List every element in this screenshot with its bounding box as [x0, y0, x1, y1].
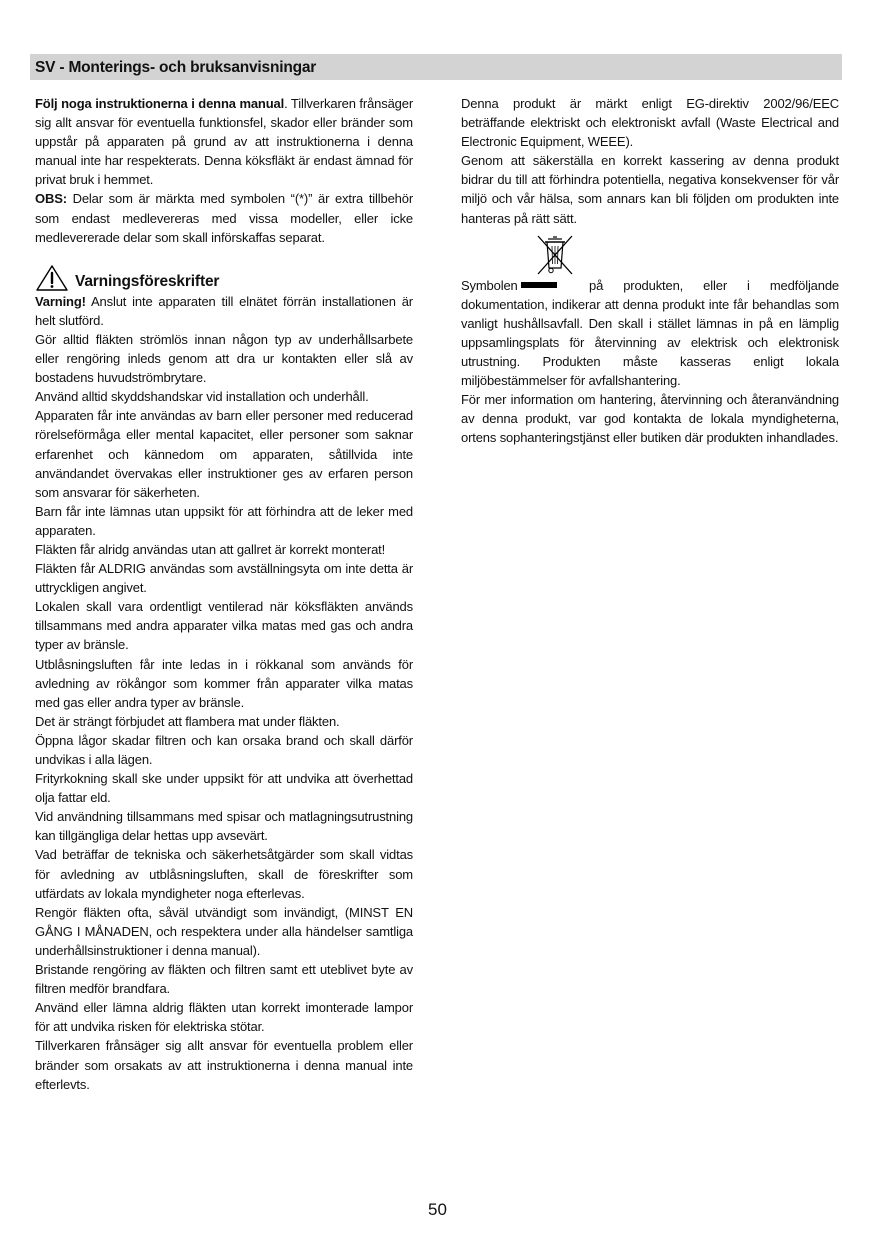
right-column — [461, 94, 839, 448]
obs-paragraph — [35, 189, 413, 246]
disposal-paragraph: Genom att säkerställa en korrekt kassering av denna produkt bidrar du till att förhindra potentiella, negativa konsekvenser för vår miljö och vår hälsa, som annars kan bli följden om produkten inte hanteras på rätt sätt. — [461, 153, 839, 226]
intro-rest: . Tillverkaren frånsäger sig allt ansvar för eventuella funktionsfel, skador eller bränder som uppstår på apparaten på grund av att instruktionerna i denna manual inte har respekterats. Denna köksfläkt är endast ämnad för privat bruk i hemmet. — [35, 96, 414, 188]
paragraph: Utblåsningsluften får inte ledas in i rökkanal som används för avledning av rökångor som kommer från apparater vilka matas med gas eller andra typer av bränsle. — [35, 656, 413, 710]
paragraph: Fläkten får ALDRIG användas som avställningsyta om inte detta är uttryckligen angivet. — [35, 561, 413, 596]
black-bar-icon — [521, 282, 557, 288]
paragraph: Apparaten får inte användas av barn eller personer med reducerad rörelseförmåga eller mental kapacitet, eller personer som saknar erfarenhet och kännedom om apparaten, såtillvida inte användandet övervakas eller instruktioner ges av erfaren person som ansvarar för säkerheten. — [35, 408, 413, 500]
paragraph: Bristande rengöring av fläkten och filtren samt ett uteblivet byte av filtren medför brandfara. — [35, 962, 413, 997]
obs-label: OBS: — [35, 191, 67, 207]
page-number: 50 — [428, 1200, 447, 1219]
warning-heading — [35, 264, 413, 292]
paragraph: Det är strängt förbjudet att flambera mat under fläkten. — [35, 713, 340, 729]
paragraph: Barn får inte lämnas utan uppsikt för att förhindra att de leker med apparaten. — [35, 503, 413, 538]
section-header — [30, 54, 842, 80]
left-column — [35, 94, 413, 1094]
section-title: SV - Monterings- och bruksanvisningar — [35, 59, 317, 76]
paragraph: Frityrkokning skall ske under uppsikt för att undvika att överhettad olja fattar eld. — [35, 771, 413, 806]
obs-text: Delar som är märkta med symbolen “(*)” är extra tillbehör som endast medlevereras med vissa modeller, eller icke medlevererade delar som skall införskaffas separat. — [35, 191, 413, 245]
paragraph: Använd eller lämna aldrig fläkten utan korrekt imonterade lampor för att undvika risken för elektriska stötar. — [35, 1000, 413, 1035]
warning-title: Varningsföreskrifter — [75, 272, 220, 290]
paragraph: Gör alltid fläkten strömlös innan någon typ av underhållsarbete eller rengöring inleds genom att dra ur kontakten eller slå av bostadens huvudströmbrytare. — [35, 331, 413, 386]
info-paragraph: För mer information om hantering, återvinning och återanvändning av denna produkt, var god kontakta de lokala myndigheterna, ortens sophanteringstjänst eller butiken där produkten inhandlades. — [461, 392, 839, 446]
intro-paragraph — [35, 94, 413, 189]
crossed-out-wheelie-bin-icon — [535, 234, 575, 276]
symbol-paragraph: på produkten, eller i medföljande dokumentation, indikerar att denna produkt inte får behandlas som vanligt hushållsavfall. Den skall i stället lämnas in på en lämplig uppsamlingsplats för återvinning av elektrisk och elektronisk utrustning. Produkten måste kasseras enligt lokala miljöbestämmelser för avfallshantering. — [461, 277, 839, 389]
warning-triangle-icon — [35, 264, 69, 292]
warning-text: Anslut inte apparaten till elnätet förrän installationen är helt slutförd. — [35, 293, 413, 328]
paragraph: Vid användning tillsammans med spisar och matlagningsutrustning kan tillgängliga delar hettas upp avsevärt. — [35, 809, 413, 844]
paragraph: Lokalen skall vara ordentligt ventilerad när köksfläkten används tillsammans med andra apparater vilka matas med gas och andra typer av bränsle. — [35, 599, 413, 653]
paragraph: Tillverkaren frånsäger sig allt ansvar för eventuella problem eller bränder som orsakats av att instruktionerna i denna manual inte efterlevts. — [35, 1038, 413, 1092]
paragraph: Öppna lågor skadar filtren och kan orsaka brand och skall därför undvikas i alla lägen. — [35, 732, 413, 767]
paragraph: Vad beträffar de tekniska och säkerhetsåtgärder som skall vidtas för avledning av utblåsningsluften, skall de föreskrifter som utfärdats av lokala myndigheter noga efterlevas. — [35, 847, 413, 901]
warning-label: Varning! — [35, 293, 86, 309]
paragraph: Använd alltid skyddshandskar vid installation och underhåll. — [35, 389, 369, 405]
paragraph: Fläkten får alridg användas utan att gallret är korrekt monterat! — [35, 541, 386, 557]
paragraph: Rengör fläkten ofta, såväl utvändigt som invändigt, (MINST EN GÅNG I MÅNADEN, och respektera under alla händelser samtliga underhållsinstruktioner i denna manual). — [35, 904, 413, 958]
intro-bold: Följ noga instruktionerna i denna manual — [35, 96, 285, 111]
symbol-word: Symbolen — [461, 277, 518, 293]
warning-paragraph — [35, 292, 413, 330]
weee-paragraph: Denna produkt är märkt enligt EG-direktiv 2002/96/EEC beträffande elektriskt och elektroniskt avfall (Waste Electrical and Electronic Equipment, WEEE). — [461, 96, 839, 150]
